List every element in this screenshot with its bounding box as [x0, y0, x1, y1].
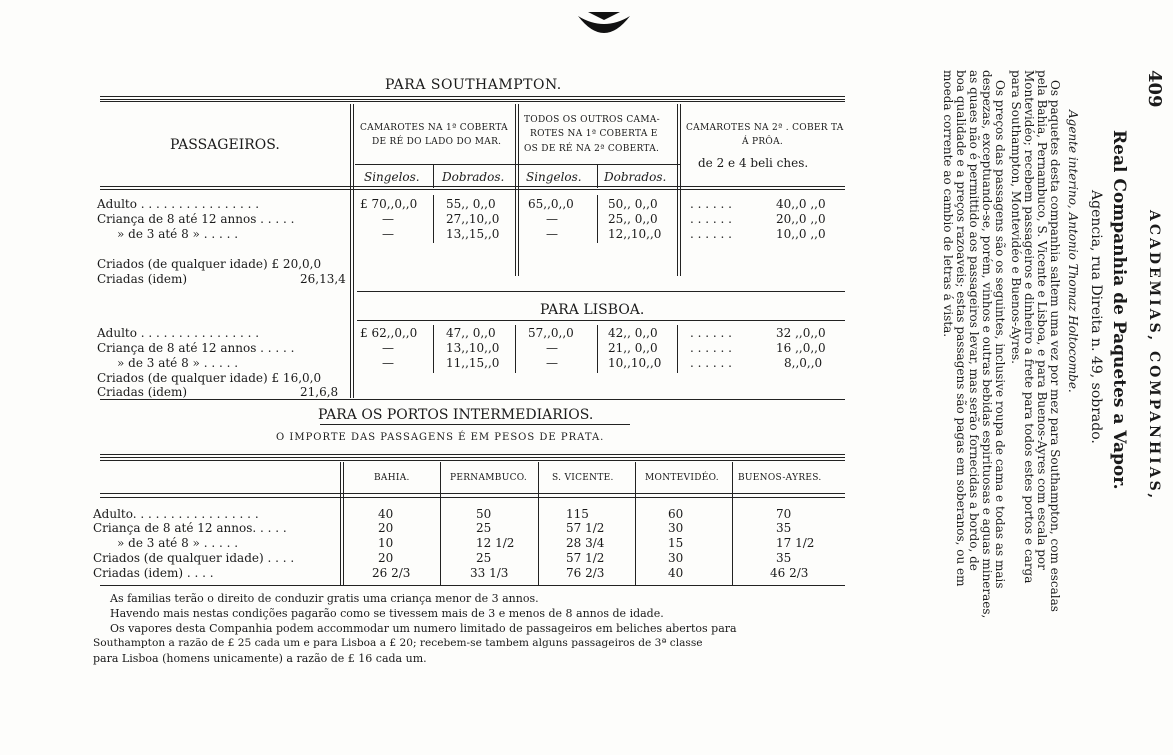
cell: 47,, 0,,0 [446, 326, 496, 340]
rule [100, 96, 845, 100]
cell: 26 2/3 [372, 566, 411, 580]
dobrados: Dobrados. [604, 170, 667, 184]
cell: 20,,0 ,,0 [776, 212, 826, 226]
para2-line: moeda corrente ao cambio de letras á vista. [941, 70, 955, 338]
rule [100, 585, 845, 586]
rule [100, 493, 845, 494]
rule [357, 291, 845, 292]
cell: 46 2/3 [770, 566, 809, 580]
cell: 15 [668, 536, 684, 550]
cell: 35 [776, 551, 792, 565]
col2-head: ROTES NA 1ª COBERTA E [530, 129, 658, 139]
rule [357, 320, 845, 321]
row-label: » de 3 até 8 » . . . . . [117, 356, 239, 370]
header-s-vicente: S. VICENTE. [552, 473, 614, 483]
criadas-label: Criadas (idem) [97, 272, 188, 286]
col3-head: Á PRÔA. [742, 137, 784, 147]
note: para Lisboa (homens unicamente) a razão de £ 16 cada um. [93, 652, 427, 665]
note: As familias terão o direito de conduzir gratis uma criança menor de 3 annos. [110, 592, 539, 605]
row-label: » de 3 até 8 » . . . . . [117, 536, 239, 550]
row-label: » de 3 até 8 » . . . . . [117, 227, 239, 241]
rule [100, 399, 845, 400]
cell: 21,, 0,,0 [608, 341, 658, 355]
cell: . . . . . . [690, 227, 732, 241]
cell: — [546, 227, 558, 241]
cell: 13,,15,,0 [446, 227, 500, 241]
para2-line: as quaes não é permittido aos passageiros levar, mas serão fornecidas a bordo, de [967, 70, 981, 571]
cell: — [546, 356, 558, 370]
dobrados: Dobrados. [442, 170, 505, 184]
cell: 20 [378, 521, 394, 535]
col1-head: DE RÉ DO LADO DO MAR. [372, 137, 502, 147]
cell: 35 [776, 521, 792, 535]
note: Southampton a razão de £ 25 cada um e para Lisboa a £ 20; recebem-se tambem alguns passageiros de 3ª classe [93, 637, 703, 649]
cell: 30 [668, 521, 684, 535]
cell: . . . . . . [690, 326, 732, 340]
cell: 17 1/2 [776, 536, 815, 550]
para1-line: pela Bahia, Pernambuco, S. Vicente e Lisboa, e para Buenos-Ayres com escala por [1035, 70, 1049, 570]
cell: 12 1/2 [476, 536, 515, 550]
singelos: Singelos. [364, 170, 420, 184]
col-divider [433, 164, 434, 188]
para1-line: Os paquetes desta companhia saltem uma vez por mez para Southampton, com escalas [1048, 80, 1062, 612]
col-divider [597, 325, 598, 373]
cell: 60 [668, 507, 684, 521]
col-divider [597, 164, 598, 188]
criadas-label: Criadas (idem) [97, 385, 188, 399]
cell: 20 [378, 551, 394, 565]
cell: 27,,10,,0 [446, 212, 500, 226]
row-label: Adulto . . . . . . . . . . . . . . . . [97, 197, 260, 211]
header-montevideo: MONTEVIDÉO. [645, 473, 719, 483]
row-label: Criança de 8 até 12 annos. . . . . [93, 521, 287, 535]
col-divider [340, 462, 344, 586]
cell: 32 ,,0,,0 [776, 326, 826, 340]
cell: — [382, 341, 394, 355]
cell: 55,, 0,,0 [446, 197, 496, 211]
cell: 25 [476, 521, 492, 535]
ornament [574, 10, 634, 50]
cell: 10,,0 ,,0 [776, 227, 826, 241]
cell: 50,, 0,,0 [608, 197, 658, 211]
col-divider [433, 325, 434, 373]
criados: Criados (de qualquer idade) £ 20,0,0 [97, 257, 322, 271]
cell: 16 ,,0,,0 [776, 341, 826, 355]
intermediarios-subtitle: O IMPORTE DAS PASSAGENS É EM PESOS DE PRATA. [276, 432, 605, 443]
cell: — [546, 212, 558, 226]
col-divider [515, 325, 516, 373]
rule [320, 424, 630, 425]
col1-head: CAMAROTES NA 1ª COBERTA [360, 123, 508, 133]
criadas-value: 21,6,8 [300, 385, 339, 399]
cell: 10,,10,,0 [608, 356, 662, 370]
cell: — [382, 227, 394, 241]
cell: 115 [566, 507, 589, 521]
para2-line: boa qualidade e a preços razoaveis; estas passagens são pagas em soberanos, ou em [954, 70, 968, 587]
row-label: Criança de 8 até 12 annos . . . . . [97, 341, 295, 355]
rule [100, 497, 845, 498]
cell: 25,, 0,,0 [608, 212, 658, 226]
page-number: 409 [1144, 70, 1165, 108]
rule [100, 460, 845, 461]
rule [100, 101, 845, 102]
row-label: Criadas (idem) . . . . [93, 566, 214, 580]
cell: . . . . . . [690, 356, 732, 370]
cell: 25 [476, 551, 492, 565]
cell: — [546, 341, 558, 355]
row-label: Adulto . . . . . . . . . . . . . . . . [97, 326, 260, 340]
cell: 13,,10,,0 [446, 341, 500, 355]
cell: 28 3/4 [566, 536, 605, 550]
cell: 76 2/3 [566, 566, 605, 580]
criadas-value: 26,13,4 [300, 272, 346, 286]
cell: 57 1/2 [566, 521, 605, 535]
col-divider [677, 325, 678, 373]
note: Os vapores desta Companhia podem accommodar um numero limitado de passageiros em beliches abertos para [110, 622, 737, 635]
cell: 11,,15,,0 [446, 356, 500, 370]
criados: Criados (de qualquer idade) £ 16,0,0 [97, 371, 322, 385]
singelos: Singelos. [526, 170, 582, 184]
cell: 42,, 0,,0 [608, 326, 658, 340]
cell: 70 [776, 507, 792, 521]
cell: 40 [668, 566, 684, 580]
cell: . . . . . . [690, 341, 732, 355]
cell: 33 1/3 [470, 566, 509, 580]
cell: £ 62,,0,,0 [360, 326, 418, 340]
lisboa-title: PARA LISBOA. [540, 302, 645, 318]
col-divider [515, 104, 519, 276]
col-divider [538, 462, 539, 586]
cell: 40,,0 ,,0 [776, 197, 826, 211]
row-label: Criados (de qualquer idade) . . . . [93, 551, 295, 565]
agency: Agencia, rua Direita n. 49, sobrado. [1088, 190, 1104, 444]
cell: . . . . . . [690, 197, 732, 211]
col-passageiros: PASSAGEIROS. [170, 137, 280, 153]
company-title: Real Companhia de Paquetes a Vapor. [1109, 130, 1129, 490]
col-divider [350, 104, 354, 398]
para2-line: Os preços das passagens são os seguintes, inclusive roupa de cama e todas as mais [993, 80, 1007, 589]
cell: 40 [378, 507, 394, 521]
cell: 12,,10,,0 [608, 227, 662, 241]
para1-line: Montevidéo; recebem passageiros e dinheiro a frete para todos estes portos e carga [1022, 70, 1036, 584]
col-divider [433, 195, 434, 243]
southampton-title: PARA SOUTHAMPTON. [385, 77, 562, 93]
col3-head: CAMAROTES NA 2ª . COBER TA [686, 123, 844, 133]
agent: Agente interino, Antonio Thomaz Holtocombe. [1066, 110, 1080, 393]
intermediarios-title: PARA OS PORTOS INTERMEDIARIOS. [318, 407, 594, 423]
cell: 50 [476, 507, 492, 521]
cell: 57,,0,,0 [528, 326, 574, 340]
col-divider [440, 462, 441, 586]
note: Havendo mais nestas condições pagarão como se tivessem mais de 3 e menos de 8 annos de idade. [110, 607, 664, 620]
header-pernambuco: PERNAMBUCO. [450, 473, 528, 483]
col-divider [732, 462, 733, 586]
rule [100, 454, 845, 458]
cell: 10 [378, 536, 394, 550]
col3-head: de 2 e 4 beli ches. [698, 156, 809, 170]
col-divider [597, 195, 598, 243]
cell: 8,,0,,0 [784, 356, 823, 370]
col2-head: OS DE RÉ NA 2ª COBERTA. [524, 144, 660, 154]
para2-line: despezas, exceptuando-se, porém, vinhos e outras bebidas espirituosas e aguas mineraes, [980, 70, 994, 619]
col-divider [635, 462, 636, 586]
rotated-side-text [835, 70, 1165, 670]
cell: . . . . . . [690, 212, 732, 226]
header-bahia: BAHIA. [374, 473, 410, 483]
section-heading: ACADEMIAS, COMPANHIAS, [1146, 210, 1162, 502]
para1-line: para Southampton, Montevidéo e Buenos-Ayres. [1009, 70, 1023, 364]
cell: 65,,0,,0 [528, 197, 574, 211]
header-buenos-ayres: BUENOS-AYRES. [738, 473, 822, 483]
cell: — [382, 212, 394, 226]
cell: — [382, 356, 394, 370]
rule [100, 189, 845, 190]
row-label: Adulto. . . . . . . . . . . . . . . . . [93, 507, 259, 521]
cell: 30 [668, 551, 684, 565]
cell: 57 1/2 [566, 551, 605, 565]
col2-head: TODOS OS OUTROS CAMA- [524, 115, 660, 125]
rule [100, 186, 845, 187]
col-divider [677, 104, 681, 276]
row-label: Criança de 8 até 12 annos . . . . . [97, 212, 295, 226]
cell: £ 70,,0,,0 [360, 197, 418, 211]
